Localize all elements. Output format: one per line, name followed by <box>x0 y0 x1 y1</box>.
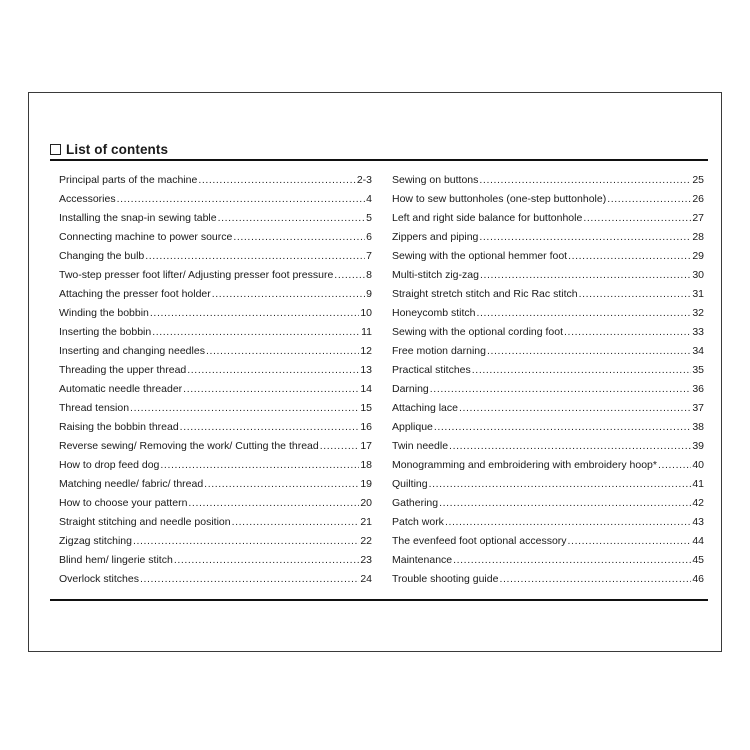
toc-entry <box>392 494 704 513</box>
dot-leader <box>658 456 691 475</box>
dot-leader <box>152 323 360 342</box>
toc-entry-page-number: 5 <box>366 212 372 224</box>
toc-entry <box>59 399 372 418</box>
toc-entry-label: The evenfeed foot optional accessory <box>392 535 567 547</box>
toc-entry <box>59 456 372 475</box>
toc-entry-label: Inserting the bobbin <box>59 326 152 338</box>
toc-entry-label: Monogramming and embroidering with embroidery hoop* <box>392 459 657 471</box>
toc-entry-label: Zippers and piping <box>392 231 479 243</box>
toc-entry-label: Straight stitching and needle position <box>59 516 231 528</box>
toc-entry <box>392 285 704 304</box>
toc-entry-page-number: 6 <box>366 231 372 243</box>
dot-leader <box>568 247 691 266</box>
toc-entry-page-number: 21 <box>360 516 372 528</box>
toc-entry-page-number: 2-3 <box>356 174 372 186</box>
toc-entry-label: Installing the snap-in sewing table <box>59 212 217 224</box>
toc-entry <box>392 304 704 323</box>
toc-entry <box>392 418 704 437</box>
toc-entry-page-number: 18 <box>360 459 372 471</box>
toc-entry-label: Gathering <box>392 497 439 509</box>
dot-leader <box>480 266 691 285</box>
toc-entry <box>59 380 372 399</box>
toc-entry <box>392 475 704 494</box>
toc-entry <box>59 247 372 266</box>
toc-entry <box>59 190 372 209</box>
toc-entry <box>59 209 372 228</box>
toc-entry-page-number: 10 <box>360 307 372 319</box>
toc-entry-page-number: 37 <box>692 402 704 414</box>
toc-entry-page-number: 14 <box>360 383 372 395</box>
toc-entry-page-number: 26 <box>692 193 704 205</box>
dot-leader <box>499 570 691 589</box>
dot-leader <box>579 285 692 304</box>
toc-entry <box>59 551 372 570</box>
toc-entry <box>59 171 372 190</box>
toc-entry-page-number: 30 <box>692 269 704 281</box>
dot-leader <box>472 361 692 380</box>
dot-leader <box>476 304 691 323</box>
toc-entry <box>392 532 704 551</box>
toc-entry <box>59 285 372 304</box>
toc-entry-page-number: 42 <box>692 497 704 509</box>
dot-leader <box>449 437 691 456</box>
dot-leader <box>479 228 691 247</box>
dot-leader <box>453 551 691 570</box>
toc-entry <box>59 361 372 380</box>
toc-entry-page-number: 20 <box>360 497 372 509</box>
toc-entry <box>59 323 372 342</box>
bottom-divider <box>50 599 708 601</box>
dot-leader <box>206 342 359 361</box>
toc-entry-label: Automatic needle threader <box>59 383 183 395</box>
toc-entry-label: Maintenance <box>392 554 453 566</box>
toc-entry <box>59 513 372 532</box>
dot-leader <box>117 190 366 209</box>
toc-entry <box>392 380 704 399</box>
toc-entry-page-number: 41 <box>692 478 704 490</box>
toc-entry-label: Darning <box>392 383 429 395</box>
dot-leader <box>160 456 359 475</box>
dot-leader <box>218 209 366 228</box>
toc-entry-label: Reverse sewing/ Removing the work/ Cutting the thread <box>59 440 319 452</box>
toc-entry <box>392 266 704 285</box>
dot-leader <box>140 570 359 589</box>
dot-leader <box>583 209 691 228</box>
dot-leader <box>459 399 691 418</box>
toc-entry <box>392 247 704 266</box>
toc-entry-page-number: 46 <box>692 573 704 585</box>
toc-entry <box>392 399 704 418</box>
toc-entry <box>392 551 704 570</box>
toc-entry <box>59 342 372 361</box>
toc-entry-label: Attaching lace <box>392 402 458 414</box>
toc-entry-page-number: 13 <box>360 364 372 376</box>
dot-leader <box>479 171 691 190</box>
dot-leader <box>232 513 360 532</box>
toc-entry-page-number: 24 <box>360 573 372 585</box>
toc-entry-label: Inserting and changing needles <box>59 345 205 357</box>
toc-entry-label: Twin needle <box>392 440 449 452</box>
toc-entry-label: Winding the bobbin <box>59 307 149 319</box>
toc-entry <box>392 190 704 209</box>
toc-entry-page-number: 4 <box>366 193 372 205</box>
toc-entry <box>59 494 372 513</box>
dot-leader <box>445 513 691 532</box>
dot-leader <box>188 494 359 513</box>
toc-entry-label: Quilting <box>392 478 428 490</box>
toc-entry <box>59 475 372 494</box>
toc-entry-page-number: 33 <box>692 326 704 338</box>
dot-leader <box>183 380 359 399</box>
toc-entry-label: Matching needle/ fabric/ thread <box>59 478 204 490</box>
dot-leader <box>198 171 355 190</box>
toc-entry <box>392 342 704 361</box>
contents-heading <box>50 142 168 157</box>
toc-entry-label: Practical stitches <box>392 364 471 376</box>
dot-leader <box>429 475 692 494</box>
toc-entry-label: Zigzag stitching <box>59 535 132 547</box>
toc-entry-label: How to choose your pattern <box>59 497 188 509</box>
toc-entry-page-number: 45 <box>692 554 704 566</box>
toc-entry <box>59 266 372 285</box>
dot-leader <box>174 551 360 570</box>
toc-entry-page-number: 8 <box>366 269 372 281</box>
dot-leader <box>320 437 360 456</box>
toc-entry-label: Sewing with the optional hemmer foot <box>392 250 568 262</box>
toc-entry-label: Straight stretch stitch and Ric Rac stitch <box>392 288 578 300</box>
toc-entry-label: Applique <box>392 421 433 433</box>
toc-entry-page-number: 22 <box>360 535 372 547</box>
toc-entry-label: Honeycomb stitch <box>392 307 476 319</box>
toc-entry-page-number: 29 <box>692 250 704 262</box>
toc-entry-label: Sewing with the optional cording foot <box>392 326 564 338</box>
toc-entry-page-number: 34 <box>692 345 704 357</box>
toc-entry-page-number: 17 <box>360 440 372 452</box>
toc-entry <box>392 437 704 456</box>
toc-entry-page-number: 28 <box>692 231 704 243</box>
dot-leader <box>334 266 365 285</box>
checkbox-square-icon <box>50 144 61 155</box>
toc-entry-label: How to drop feed dog <box>59 459 160 471</box>
toc-entry-page-number: 12 <box>360 345 372 357</box>
toc-entry <box>392 171 704 190</box>
dot-leader <box>568 532 692 551</box>
dot-leader <box>434 418 691 437</box>
toc-entry-page-number: 11 <box>361 326 372 338</box>
toc-entry-page-number: 44 <box>692 535 704 547</box>
dot-leader <box>187 361 359 380</box>
toc-entry <box>392 323 704 342</box>
dot-leader <box>487 342 691 361</box>
dot-leader <box>439 494 691 513</box>
dot-leader <box>212 285 365 304</box>
dot-leader <box>564 323 691 342</box>
toc-entry <box>392 209 704 228</box>
toc-entry-page-number: 36 <box>692 383 704 395</box>
toc-entry-label: Thread tension <box>59 402 130 414</box>
toc-entry-label: Blind hem/ lingerie stitch <box>59 554 173 566</box>
toc-entry-label: Threading the upper thread <box>59 364 187 376</box>
toc-entry <box>59 532 372 551</box>
toc-entry <box>59 304 372 323</box>
toc-entry-page-number: 23 <box>360 554 372 566</box>
toc-entry <box>392 513 704 532</box>
toc-entry-page-number: 19 <box>360 478 372 490</box>
toc-entry <box>59 418 372 437</box>
toc-entry-page-number: 39 <box>692 440 704 452</box>
toc-entry-page-number: 15 <box>360 402 372 414</box>
toc-entry-label: Left and right side balance for buttonhole <box>392 212 583 224</box>
toc-entry-label: Attaching the presser foot holder <box>59 288 211 300</box>
toc-entry <box>392 361 704 380</box>
dot-leader <box>607 190 691 209</box>
contents-left-column <box>59 171 372 589</box>
toc-entry-page-number: 25 <box>692 174 704 186</box>
toc-entry-page-number: 38 <box>692 421 704 433</box>
toc-entry-page-number: 9 <box>366 288 372 300</box>
toc-entry-page-number: 43 <box>692 516 704 528</box>
dot-leader <box>130 399 359 418</box>
toc-entry-label: How to sew buttonholes (one-step buttonhole) <box>392 193 607 205</box>
page-title: List of contents <box>66 142 169 157</box>
toc-entry-label: Changing the bulb <box>59 250 145 262</box>
toc-entry-page-number: 27 <box>692 212 704 224</box>
toc-entry-page-number: 16 <box>360 421 372 433</box>
toc-entry <box>392 228 704 247</box>
toc-entry-label: Raising the bobbin thread <box>59 421 179 433</box>
toc-entry <box>392 456 704 475</box>
top-divider <box>50 159 708 161</box>
toc-entry-label: Two-step presser foot lifter/ Adjusting presser foot pressure <box>59 269 334 281</box>
toc-entry-page-number: 40 <box>692 459 704 471</box>
toc-entry-label: Overlock stitches <box>59 573 139 585</box>
toc-entry-label: Multi-stitch zig-zag <box>392 269 479 281</box>
toc-entry-label: Sewing on buttons <box>392 174 479 186</box>
dot-leader <box>233 228 365 247</box>
toc-entry <box>59 570 372 589</box>
toc-entry-page-number: 7 <box>366 250 372 262</box>
toc-entry-label: Patch work <box>392 516 444 528</box>
toc-entry-label: Connecting machine to power source <box>59 231 233 243</box>
toc-entry-label: Trouble shooting guide <box>392 573 499 585</box>
toc-entry <box>392 570 704 589</box>
dot-leader <box>133 532 359 551</box>
contents-right-column <box>392 171 704 589</box>
toc-entry-label: Free motion darning <box>392 345 486 357</box>
toc-entry-label: Principal parts of the machine <box>59 174 198 186</box>
toc-entry-page-number: 31 <box>692 288 704 300</box>
toc-entry-page-number: 32 <box>692 307 704 319</box>
toc-entry <box>59 437 372 456</box>
dot-leader <box>430 380 692 399</box>
dot-leader <box>150 304 359 323</box>
toc-entry-page-number: 35 <box>692 364 704 376</box>
dot-leader <box>180 418 360 437</box>
dot-leader <box>145 247 365 266</box>
toc-entry <box>59 228 372 247</box>
dot-leader <box>204 475 359 494</box>
toc-entry-label: Accessories <box>59 193 116 205</box>
